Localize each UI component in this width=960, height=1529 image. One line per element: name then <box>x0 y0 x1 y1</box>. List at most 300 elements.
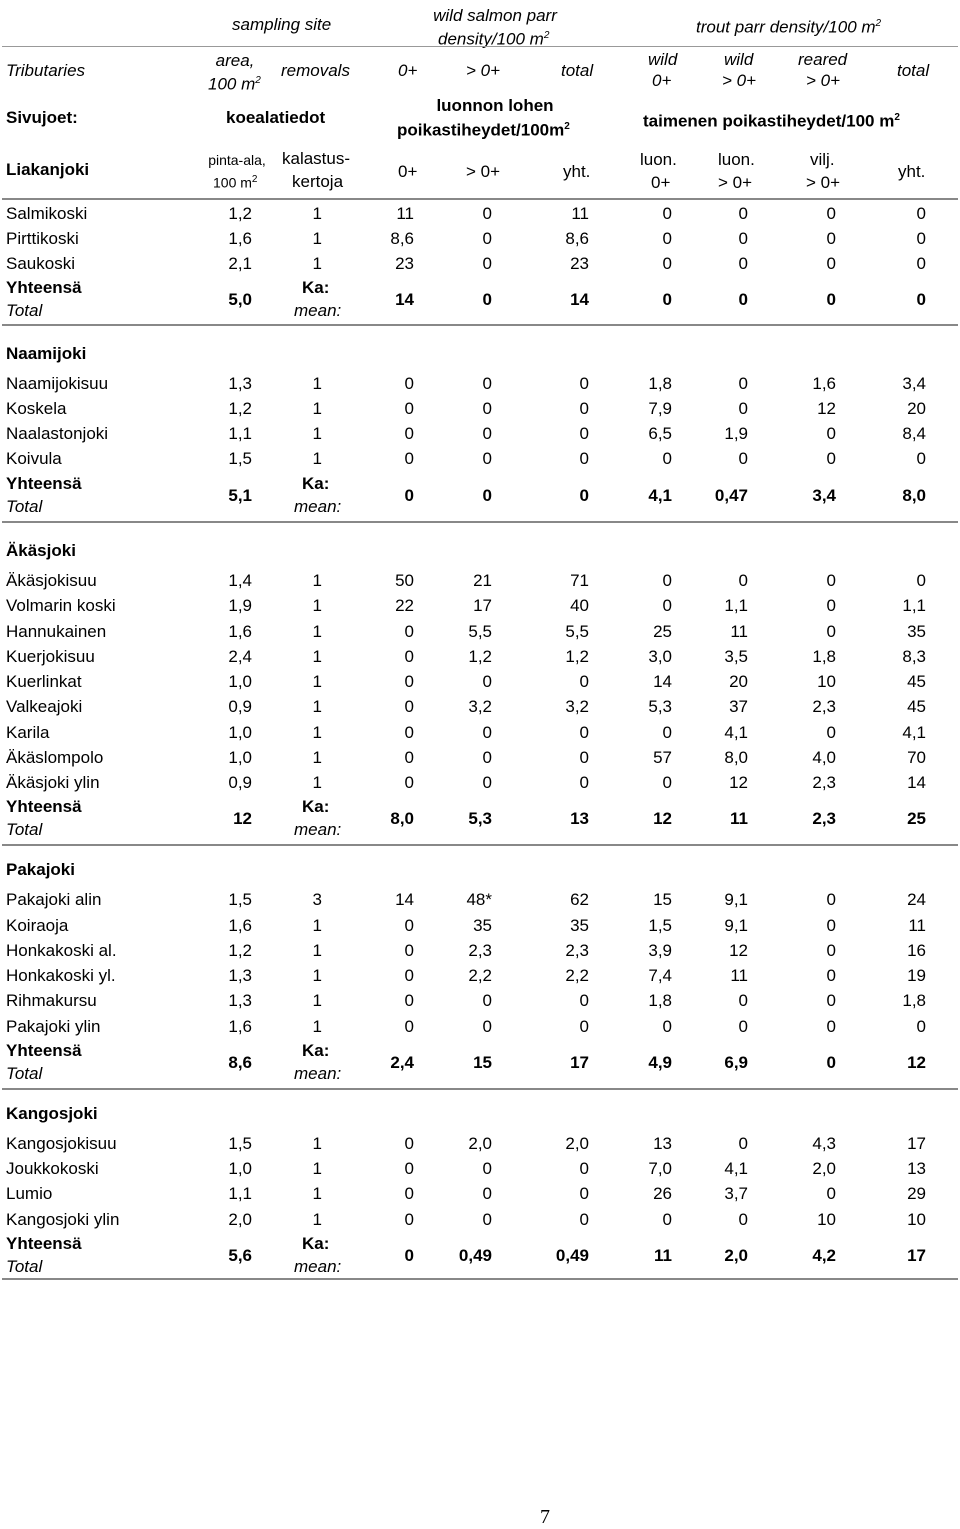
table-row <box>0 1156 960 1181</box>
header-area-l1: area, <box>215 51 255 70</box>
site-name: Äkäsjokisuu <box>6 571 97 590</box>
table-cell: 1,3 <box>228 374 252 393</box>
header-fi-yht: yht. <box>563 162 591 181</box>
site-name: Lumio <box>6 1184 53 1203</box>
section-rule <box>2 521 958 523</box>
table-cell: 14 <box>653 672 672 691</box>
header-pinta-l2: 100 $m^2$ <box>213 174 258 191</box>
site-name: Salmikoski <box>6 204 88 223</box>
table-cell: 2,0 <box>228 1210 252 1229</box>
section-rule <box>2 1278 958 1280</box>
table-cell: 0 <box>579 1159 589 1178</box>
header-taimenen: taimenen poikastiheydet/100 $m^2$ <box>643 111 900 131</box>
table-cell: 20 <box>907 399 926 418</box>
total-cell: 2,3 <box>812 809 836 828</box>
header-wild-salmon-l2: density/100 $m^2$ <box>438 29 550 49</box>
header-trout-reared-l1: reared <box>798 50 848 69</box>
table-row <box>0 446 960 471</box>
total-cell: 0 <box>404 486 414 505</box>
total-label-en: Total <box>6 301 43 320</box>
total-cell: 0 <box>579 486 589 505</box>
table-cell: 1,3 <box>228 966 252 985</box>
table-cell: 40 <box>570 596 589 615</box>
total-cell: 0,49 <box>555 1246 589 1265</box>
table-cell: 71 <box>570 571 589 590</box>
table-cell: 35 <box>570 916 589 935</box>
site-name: Honkakoski al. <box>6 941 117 960</box>
site-name: Koivula <box>6 449 62 468</box>
table-row <box>0 1014 960 1039</box>
table-row <box>0 226 960 251</box>
table-row <box>0 913 960 938</box>
table-cell: 12 <box>817 399 836 418</box>
section-title: Kangosjoki <box>6 1104 98 1123</box>
table-cell: 35 <box>473 916 492 935</box>
table-cell: 0 <box>738 254 748 273</box>
table-cell: 0 <box>404 374 414 393</box>
table-cell: 0 <box>482 374 492 393</box>
table-cell: 12 <box>729 941 748 960</box>
table-cell: 1 <box>312 672 322 691</box>
table-row <box>0 963 960 988</box>
total-cell: 0 <box>482 290 492 309</box>
table-cell: 0 <box>826 1184 836 1203</box>
table-cell: 0 <box>482 991 492 1010</box>
table-cell: 1,0 <box>228 1159 252 1178</box>
header-area-l2: 100 $m^2$ <box>208 74 261 94</box>
table-cell: 1,3 <box>228 991 252 1010</box>
table-cell: 70 <box>907 748 926 767</box>
table-cell: 4,1 <box>902 723 926 742</box>
header-luon0-l1: luon. <box>640 150 677 169</box>
table-cell: 1,6 <box>812 374 836 393</box>
table-cell: 16 <box>907 941 926 960</box>
table-cell: 9,1 <box>724 890 748 909</box>
table-cell: 0 <box>482 672 492 691</box>
table-row <box>0 644 960 669</box>
section-rule <box>2 1088 958 1090</box>
table-cell: 2,0 <box>565 1134 589 1153</box>
table-cell: 1 <box>312 424 322 443</box>
table-cell: 10 <box>817 1210 836 1229</box>
total-cell: 2,4 <box>390 1053 414 1072</box>
section-rule <box>2 844 958 846</box>
total-label-en: Total <box>6 1257 43 1276</box>
table-cell: 4,1 <box>724 723 748 742</box>
total-area: 5,1 <box>228 486 252 505</box>
table-row <box>0 988 960 1013</box>
table-cell: 0 <box>579 399 589 418</box>
table-cell: 1 <box>312 1134 322 1153</box>
header-fi-0: 0+ <box>398 162 418 181</box>
site-name: Äkäsjoki ylin <box>6 773 100 792</box>
table-cell: 0 <box>482 1210 492 1229</box>
total-label-fi: Yhteensä <box>6 278 82 297</box>
mean-label-fi: Ka: <box>302 797 330 816</box>
mean-label-fi: Ka: <box>302 1234 330 1253</box>
table-cell: 0 <box>662 204 672 223</box>
header-removals: removals <box>281 61 350 80</box>
table-cell: 2,2 <box>565 966 589 985</box>
mean-label-en: mean: <box>294 820 342 839</box>
total-cell: 4,1 <box>648 486 672 505</box>
total-cell: 12 <box>907 1053 926 1072</box>
table-cell: 3,0 <box>648 647 672 666</box>
table-cell: 0 <box>404 1159 414 1178</box>
table-cell: 0 <box>579 1210 589 1229</box>
table-cell: 1,2 <box>565 647 589 666</box>
table-cell: 0 <box>482 748 492 767</box>
table-cell: 1,5 <box>228 1134 252 1153</box>
header-pinta-l1: pinta-ala, <box>208 152 266 168</box>
table-cell: 0 <box>738 1134 748 1153</box>
table-cell: 11 <box>571 204 589 223</box>
table-cell: 1,0 <box>228 748 252 767</box>
table-cell: 5,5 <box>565 622 589 641</box>
table-cell: 3,2 <box>468 697 492 716</box>
total-cell: 0 <box>826 290 836 309</box>
table-cell: 8,3 <box>902 647 926 666</box>
table-cell: 1 <box>312 697 322 716</box>
table-cell: 0 <box>404 773 414 792</box>
table-cell: 29 <box>907 1184 926 1203</box>
total-area: 12 <box>233 809 252 828</box>
site-name: Naalastonjoki <box>6 424 109 443</box>
total-area: 5,6 <box>228 1246 252 1265</box>
table-cell: 0 <box>482 1017 492 1036</box>
table-cell: 0 <box>826 229 836 248</box>
table-cell: 0 <box>579 449 589 468</box>
table-cell: 22 <box>395 596 414 615</box>
table-cell: 6,5 <box>648 424 672 443</box>
table-cell: 2,4 <box>228 647 252 666</box>
site-name: Kangosjokisuu <box>6 1134 117 1153</box>
table-cell: 1 <box>312 254 322 273</box>
table-cell: 0 <box>482 773 492 792</box>
table-cell: 19 <box>907 966 926 985</box>
table-cell: 4,1 <box>724 1159 748 1178</box>
total-label-fi: Yhteensä <box>6 797 82 816</box>
header-luongt-l2: > 0+ <box>718 173 753 192</box>
table-cell: 0 <box>482 399 492 418</box>
table-cell: 0 <box>404 697 414 716</box>
table-cell: 0 <box>404 1184 414 1203</box>
table-cell: 23 <box>570 254 589 273</box>
table-cell: 1,9 <box>228 596 252 615</box>
table-cell: 1 <box>312 622 322 641</box>
table-cell: 1 <box>312 596 322 615</box>
table-cell: 0 <box>662 571 672 590</box>
site-name: Volmarin koski <box>6 596 116 615</box>
mean-label-fi: Ka: <box>302 1041 330 1060</box>
header-rule-bottom <box>2 198 958 200</box>
table-cell: 17 <box>473 596 492 615</box>
total-cell: 4,9 <box>648 1053 672 1072</box>
table-cell: 0,9 <box>228 697 252 716</box>
table-cell: 23 <box>395 254 414 273</box>
total-row <box>0 472 960 520</box>
header-luonnon-l1: luonnon lohen <box>436 96 554 115</box>
total-row <box>0 276 960 324</box>
table-cell: 0 <box>482 229 492 248</box>
table-cell: 62 <box>570 890 589 909</box>
table-cell: 0 <box>826 966 836 985</box>
table-cell: 9,1 <box>724 916 748 935</box>
total-cell: 0 <box>662 290 672 309</box>
section-title: Pakajoki <box>6 860 75 879</box>
total-cell: 25 <box>907 809 926 828</box>
table-cell: 0 <box>482 204 492 223</box>
table-cell: 0 <box>482 1159 492 1178</box>
table-cell: 1,6 <box>228 1017 252 1036</box>
total-cell: 14 <box>395 290 414 309</box>
site-name: Naamijokisuu <box>6 374 109 393</box>
table-cell: 1 <box>312 966 322 985</box>
table-cell: 0 <box>662 254 672 273</box>
site-name: Honkakoski yl. <box>6 966 116 985</box>
mean-label-en: mean: <box>294 301 342 320</box>
table-cell: 0 <box>826 1017 836 1036</box>
table-cell: 1 <box>312 991 322 1010</box>
table-header <box>0 0 960 200</box>
header-vilj-l1: vilj. <box>810 150 835 169</box>
table-cell: 1,8 <box>648 991 672 1010</box>
table-row <box>0 593 960 618</box>
table-row <box>0 1131 960 1156</box>
table-cell: 0 <box>662 723 672 742</box>
table-cell: 45 <box>907 672 926 691</box>
header-kalastus-l1: kalastus- <box>282 149 351 168</box>
header-trout-wild0-l1: wild <box>648 50 678 69</box>
total-cell: 0 <box>916 290 926 309</box>
mean-label-en: mean: <box>294 497 342 516</box>
header-tributaries: Tributaries <box>6 61 86 80</box>
table-row <box>0 619 960 644</box>
table-cell: 0 <box>482 1184 492 1203</box>
table-cell: 1,8 <box>812 647 836 666</box>
table-cell: 0 <box>579 991 589 1010</box>
table-cell: 5,3 <box>648 697 672 716</box>
table-cell: 1,8 <box>648 374 672 393</box>
table-cell: 0 <box>738 449 748 468</box>
table-cell: 11 <box>730 622 748 641</box>
total-cell: 3,4 <box>812 486 836 505</box>
table-cell: 1 <box>312 374 322 393</box>
table-cell: 1 <box>312 229 322 248</box>
header-salmon-0: 0+ <box>398 61 418 80</box>
table-cell: 20 <box>729 672 748 691</box>
table-row <box>0 770 960 795</box>
site-name: Hannukainen <box>6 622 107 641</box>
section-rule <box>2 324 958 326</box>
total-label-en: Total <box>6 820 43 839</box>
table-cell: 1,6 <box>228 916 252 935</box>
table-cell: 0 <box>826 890 836 909</box>
total-label-fi: Yhteensä <box>6 1041 82 1060</box>
site-name: Kangosjoki ylin <box>6 1210 120 1229</box>
table-cell: 1 <box>312 941 322 960</box>
header-rule-top <box>2 46 958 47</box>
table-cell: 1,9 <box>724 424 748 443</box>
table-cell: 1 <box>312 748 322 767</box>
total-row <box>0 1039 960 1087</box>
table-cell: 0 <box>738 1210 748 1229</box>
table-cell: 3,2 <box>565 697 589 716</box>
header-sivujoet: Sivujoet: <box>6 108 78 127</box>
table-cell: 0 <box>826 596 836 615</box>
total-cell: 13 <box>570 809 589 828</box>
table-cell: 26 <box>653 1184 672 1203</box>
table-cell: 0 <box>482 723 492 742</box>
mean-label-en: mean: <box>294 1257 342 1276</box>
table-cell: 1 <box>312 916 322 935</box>
total-cell: 12 <box>653 809 672 828</box>
total-cell: 0 <box>826 1053 836 1072</box>
table-cell: 0 <box>404 622 414 641</box>
table-cell: 1 <box>312 1210 322 1229</box>
table-cell: 0 <box>662 1210 672 1229</box>
table-cell: 1,5 <box>228 890 252 909</box>
table-row <box>0 745 960 770</box>
mean-label-fi: Ka: <box>302 278 330 297</box>
table-cell: 21 <box>473 571 492 590</box>
header-trout-reared-l2: > 0+ <box>806 71 841 90</box>
total-cell: 17 <box>570 1053 589 1072</box>
table-cell: 11 <box>908 916 926 935</box>
table-cell: 0 <box>404 748 414 767</box>
table-row <box>0 251 960 276</box>
table-cell: 25 <box>653 622 672 641</box>
table-cell: 1,6 <box>228 622 252 641</box>
table-cell: 3,5 <box>724 647 748 666</box>
table-cell: 13 <box>907 1159 926 1178</box>
table-row <box>0 396 960 421</box>
total-cell: 11 <box>654 1246 672 1265</box>
table-cell: 7,0 <box>648 1159 672 1178</box>
table-cell: 10 <box>817 672 836 691</box>
table-cell: 8,6 <box>565 229 589 248</box>
mean-label-fi: Ka: <box>302 474 330 493</box>
table-cell: 0 <box>404 723 414 742</box>
total-cell: 0 <box>404 1246 414 1265</box>
table-cell: 57 <box>653 748 672 767</box>
total-cell: 17 <box>907 1246 926 1265</box>
table-cell: 1 <box>312 647 322 666</box>
table-cell: 0 <box>579 1017 589 1036</box>
total-cell: 11 <box>730 809 748 828</box>
total-row <box>0 795 960 843</box>
table-cell: 4,0 <box>812 748 836 767</box>
total-cell: 15 <box>473 1053 492 1072</box>
table-cell: 48* <box>466 890 492 909</box>
table-cell: 0 <box>916 229 926 248</box>
table-cell: 0 <box>579 748 589 767</box>
table-cell: 0 <box>826 571 836 590</box>
table-cell: 0 <box>579 1184 589 1203</box>
total-label-fi: Yhteensä <box>6 1234 82 1253</box>
table-cell: 1 <box>312 449 322 468</box>
table-row <box>0 568 960 593</box>
header-sampling-site: sampling site <box>232 15 332 34</box>
table-cell: 8,0 <box>724 748 748 767</box>
header-vilj-l2: > 0+ <box>806 173 841 192</box>
header-liakanjoki: Liakanjoki <box>6 160 90 179</box>
site-name: Karila <box>6 723 50 742</box>
table-cell: 0 <box>579 672 589 691</box>
table-cell: 1,1 <box>228 1184 252 1203</box>
table-cell: 0 <box>579 723 589 742</box>
site-name: Saukoski <box>6 254 75 273</box>
table-row <box>0 421 960 446</box>
table-row <box>0 201 960 226</box>
table-cell: 0 <box>826 991 836 1010</box>
table-cell: 0 <box>662 1017 672 1036</box>
table-cell: 17 <box>907 1134 926 1153</box>
site-name: Pakajoki ylin <box>6 1017 101 1036</box>
table-cell: 11 <box>396 204 414 223</box>
table-cell: 1,0 <box>228 672 252 691</box>
table-cell: 1,2 <box>228 204 252 223</box>
table-cell: 2,1 <box>228 254 252 273</box>
table-cell: 8,6 <box>390 229 414 248</box>
table-cell: 0 <box>579 773 589 792</box>
site-name: Valkeajoki <box>6 697 83 716</box>
table-cell: 0 <box>916 571 926 590</box>
table-cell: 0 <box>482 424 492 443</box>
header-salmon-total: total <box>561 61 594 80</box>
total-cell: 8,0 <box>902 486 926 505</box>
table-cell: 0 <box>738 1017 748 1036</box>
header-trout-wildgt-l2: > 0+ <box>722 71 757 90</box>
header-fi-gt0: > 0+ <box>466 162 501 181</box>
table-cell: 14 <box>395 890 414 909</box>
header-wild-salmon-l1: wild salmon parr <box>433 6 557 25</box>
table-cell: 0 <box>404 449 414 468</box>
header-koealatiedot: koealatiedot <box>226 108 326 127</box>
total-area: 8,6 <box>228 1053 252 1072</box>
table-cell: 2,0 <box>468 1134 492 1153</box>
site-name: Pirttikoski <box>6 229 79 248</box>
table-cell: 0 <box>482 449 492 468</box>
table-cell: 1,2 <box>468 647 492 666</box>
table-cell: 0 <box>826 941 836 960</box>
section-title: Naamijoki <box>6 344 87 363</box>
header-luonnon-l2: poikastiheydet/$100m^2$ <box>397 120 570 140</box>
table-cell: 2,3 <box>812 697 836 716</box>
table-cell: 1,8 <box>902 991 926 1010</box>
total-cell: 0,47 <box>714 486 748 505</box>
table-cell: 0 <box>662 596 672 615</box>
table-cell: 13 <box>653 1134 672 1153</box>
table-cell: 1,0 <box>228 723 252 742</box>
site-name: Pakajoki alin <box>6 890 102 909</box>
header-luon0-l2: 0+ <box>651 173 671 192</box>
header-kalastus-l2: kertoja <box>292 172 344 191</box>
table-cell: 45 <box>907 697 926 716</box>
table-cell: 0,9 <box>228 773 252 792</box>
table-row <box>0 938 960 963</box>
table-cell: 0 <box>916 449 926 468</box>
site-name: Kuerjokisuu <box>6 647 95 666</box>
total-area: 5,0 <box>228 290 252 309</box>
table-cell: 1 <box>312 1017 322 1036</box>
table-cell: 0 <box>404 991 414 1010</box>
total-label-fi: Yhteensä <box>6 474 82 493</box>
section-title: Äkäsjoki <box>6 541 76 560</box>
table-row <box>0 371 960 396</box>
table-cell: 3,7 <box>724 1184 748 1203</box>
table-cell: 3 <box>312 890 322 909</box>
